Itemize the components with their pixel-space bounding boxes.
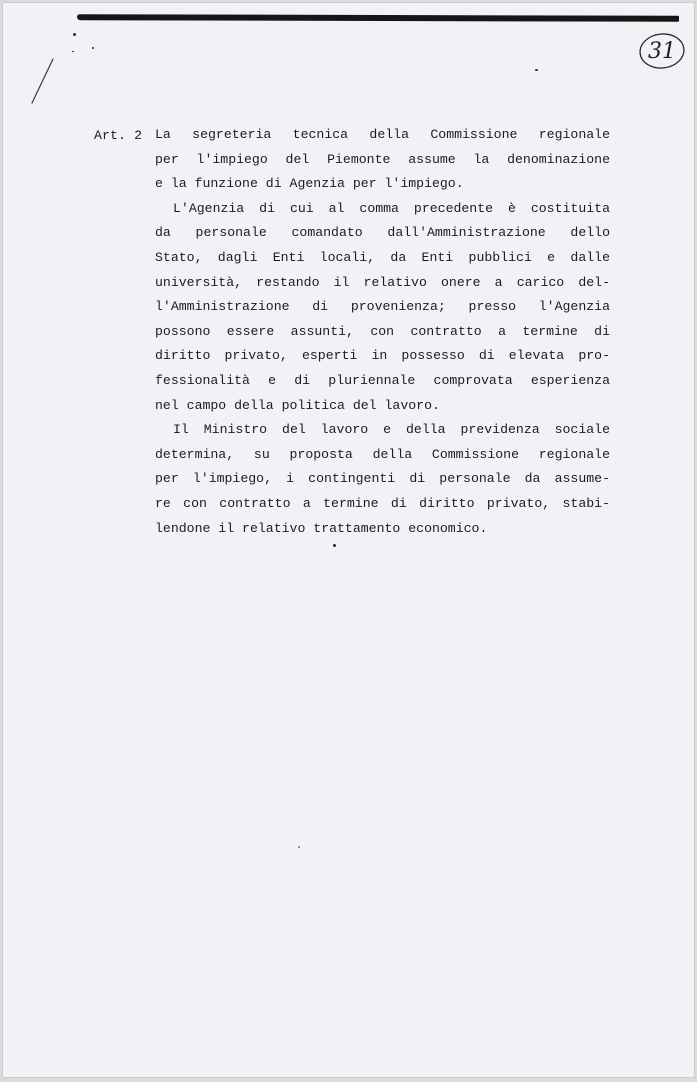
text-line: per l'impiego, i contingenti di personale da assume- [155, 471, 610, 487]
text-line: da personale comandato dall'Amministrazione dello [155, 225, 610, 241]
text-line: possono essere assunti, con contratto a termine di [155, 323, 610, 339]
page-number-stamp [637, 31, 687, 71]
article-body [155, 123, 610, 541]
text-line: Il Ministro del lavoro e della previdenza sociale [173, 422, 610, 438]
text-line: nel campo della politica del lavoro. [155, 397, 440, 413]
top-rule-line [77, 14, 679, 22]
paragraph-1 [155, 123, 610, 197]
text-line: determina, su proposta della Commissione regionale [155, 446, 610, 462]
scan-speck [298, 846, 300, 848]
page-number: 31 [648, 39, 676, 64]
paragraph-3 [155, 418, 610, 541]
scan-speck [333, 544, 336, 547]
scan-speck [535, 69, 538, 71]
text-line: l'Amministrazione di provenienza; presso l'Agenzia [155, 299, 610, 315]
text-line: e la funzione di Agenzia per l'impiego. [155, 176, 464, 192]
text-line: fessionalità e di pluriennale comprovata esperienza [155, 372, 610, 388]
text-line: per l'impiego del Piemonte assume la denominazione [155, 151, 610, 167]
scan-speck [92, 47, 94, 49]
text-line: università, restando il relativo onere a carico del- [155, 274, 610, 290]
text-line: lendone il relativo trattamento economico. [155, 520, 488, 536]
text-line: Stato, dagli Enti locali, da Enti pubblici e dalle [155, 249, 610, 265]
text-line: re con contratto a termine di diritto privato, stabi- [155, 495, 610, 511]
margin-pen-mark [29, 51, 99, 111]
text-line: La segreteria tecnica della Commissione regionale [155, 127, 610, 142]
paragraph-2 [155, 197, 610, 418]
text-line: diritto privato, esperti in possesso di elevata pro- [155, 348, 610, 364]
text-line: L'Agenzia di cui al comma precedente è costituita [173, 200, 610, 216]
article-label: Art. 2 [94, 128, 143, 143]
document-page [2, 2, 695, 1078]
scan-speck [73, 33, 76, 36]
